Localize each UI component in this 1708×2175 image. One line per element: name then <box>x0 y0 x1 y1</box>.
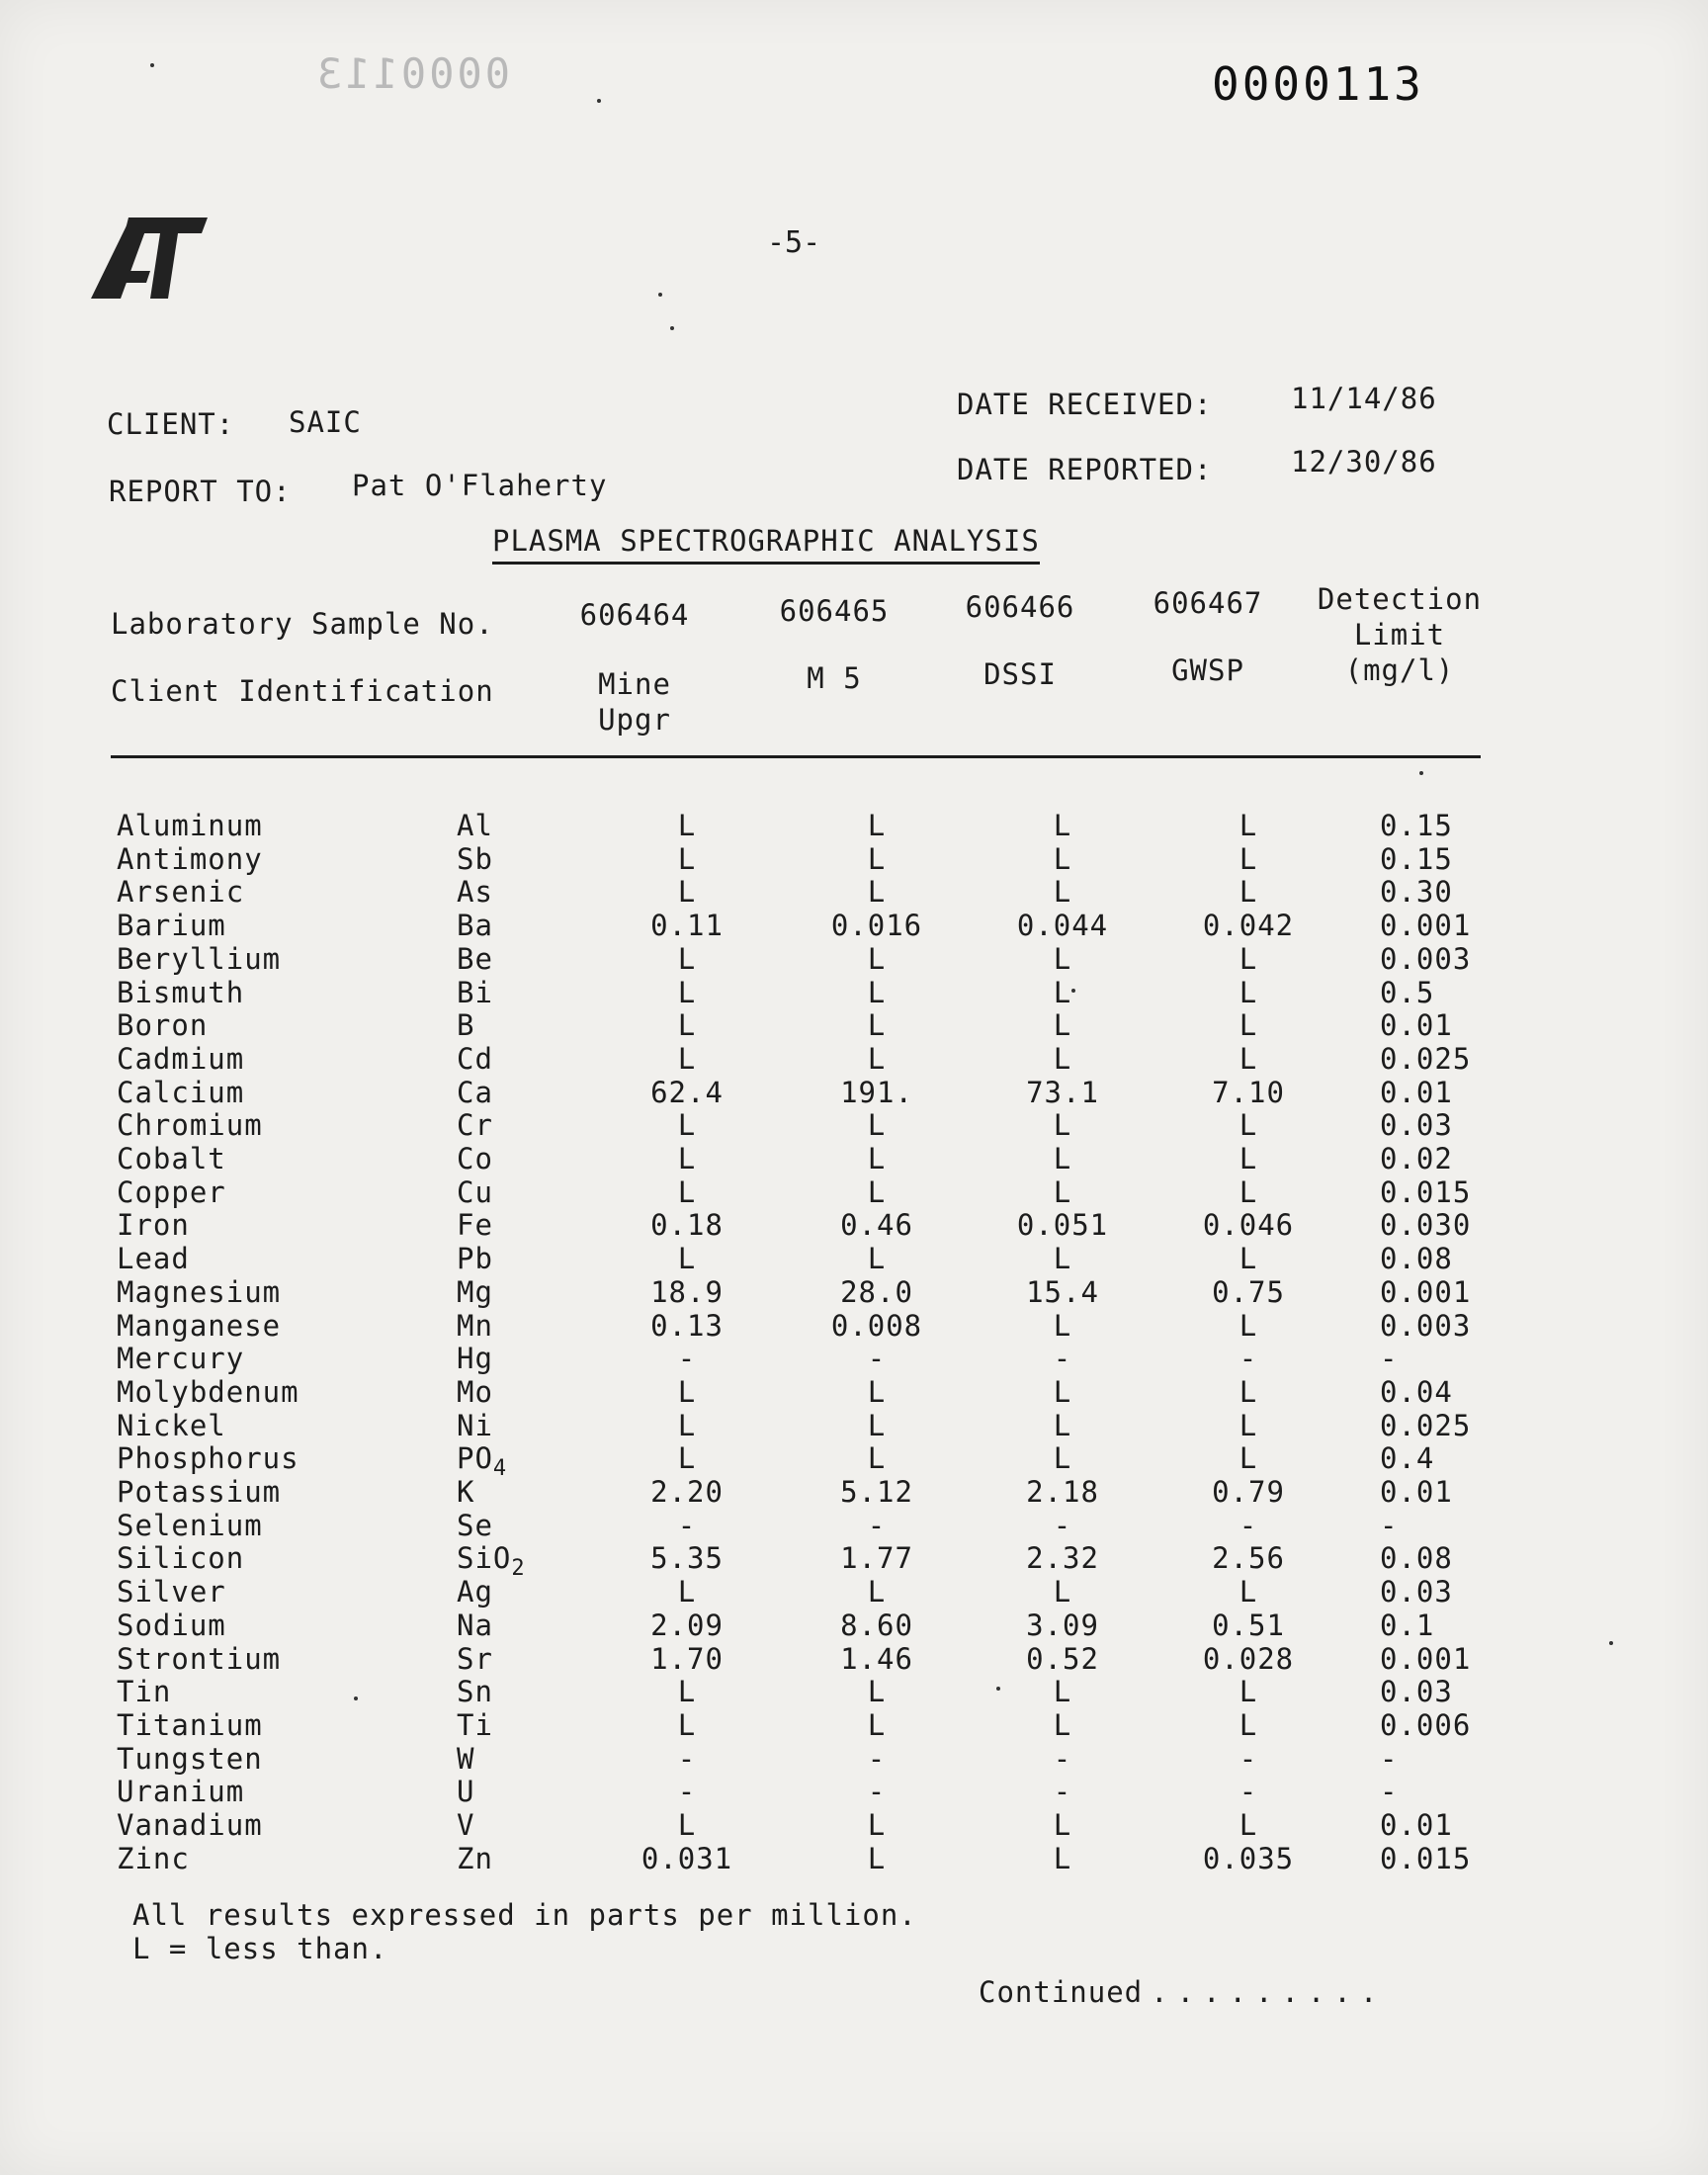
sample-value: L <box>1238 976 1258 1009</box>
sample-value: - <box>1238 1342 1258 1375</box>
element-name: Aluminum <box>117 809 263 842</box>
element-symbol: Sn <box>457 1675 493 1708</box>
element-symbol: W <box>457 1742 475 1776</box>
sample-value: - <box>1053 1509 1072 1542</box>
sample-value: 0.016 <box>830 909 923 942</box>
sample-value: L <box>867 1575 887 1609</box>
sample-value: 28.0 <box>840 1275 913 1309</box>
sample-value: L <box>1238 809 1258 842</box>
sample-lab-no: 606467 <box>1153 586 1263 620</box>
element-name: Sodium <box>117 1609 226 1642</box>
detection-limit-value: 0.01 <box>1380 1076 1453 1109</box>
detection-limit-value: 0.1 <box>1380 1609 1435 1642</box>
element-name: Manganese <box>117 1309 282 1343</box>
sample-value: 0.75 <box>1212 1275 1285 1309</box>
detection-limit-value: 0.15 <box>1380 842 1453 876</box>
sample-value: 18.9 <box>650 1275 724 1309</box>
client-value: SAIC <box>289 405 362 439</box>
sample-value: 0.13 <box>650 1309 724 1343</box>
detection-limit-value: 0.03 <box>1380 1575 1453 1609</box>
sample-value: L <box>677 1708 697 1742</box>
sample-value: L <box>867 1842 887 1875</box>
element-symbol: Ba <box>457 909 493 942</box>
element-symbol: SiO$_2$ <box>457 1541 526 1581</box>
sample-client-id: GWSP <box>1171 653 1244 687</box>
element-symbol: Na <box>457 1609 493 1642</box>
element-symbol: Fe <box>457 1208 493 1242</box>
sample-value: L <box>1238 942 1258 976</box>
sample-value: L <box>867 1441 887 1475</box>
detection-limit-value: 0.030 <box>1380 1208 1472 1242</box>
sample-value: 0.46 <box>840 1208 913 1242</box>
element-name: Phosphorus <box>117 1441 299 1475</box>
element-symbol: Zn <box>457 1842 493 1875</box>
sample-value: L <box>1053 1675 1072 1708</box>
sample-value: L <box>1053 1409 1072 1442</box>
date-reported-value: 12/30/86 <box>1291 445 1437 478</box>
element-name: Barium <box>117 909 226 942</box>
detection-limit-value: 0.001 <box>1380 1642 1472 1676</box>
element-name: Vanadium <box>117 1808 263 1842</box>
element-symbol: K <box>457 1475 475 1509</box>
sample-value: - <box>677 1742 697 1776</box>
sample-value: L <box>677 1242 697 1275</box>
element-symbol: V <box>457 1808 475 1842</box>
sample-value: 7.10 <box>1212 1076 1285 1109</box>
detection-limit-value: 0.025 <box>1380 1042 1472 1076</box>
page-number: -5- <box>767 225 821 260</box>
sample-value: 0.18 <box>650 1208 724 1242</box>
sample-value: L <box>677 1409 697 1442</box>
sample-value: L <box>1238 1108 1258 1142</box>
sample-value: 1.77 <box>840 1541 913 1575</box>
sample-value: L <box>1238 1175 1258 1209</box>
sample-value: L <box>1238 875 1258 909</box>
element-symbol: B <box>457 1008 475 1042</box>
element-name: Tin <box>117 1675 172 1708</box>
sample-value: L <box>1053 1842 1072 1875</box>
date-received-value: 11/14/86 <box>1291 382 1437 415</box>
sample-value: L <box>867 1142 887 1175</box>
sample-value: L <box>1238 1708 1258 1742</box>
at-logo <box>91 208 210 299</box>
sample-value: L <box>677 1575 697 1609</box>
sample-value: L <box>1053 1042 1072 1076</box>
detection-limit-value: 0.015 <box>1380 1842 1472 1875</box>
sample-value: L <box>1053 1242 1072 1275</box>
sample-value: 0.035 <box>1202 1842 1295 1875</box>
element-name: Calcium <box>117 1076 245 1109</box>
element-name: Tungsten <box>117 1742 263 1776</box>
element-name: Chromium <box>117 1108 263 1142</box>
sample-value: 2.32 <box>1026 1541 1099 1575</box>
sample-client-id: Mine Upgr <box>598 667 671 737</box>
element-symbol: Hg <box>457 1342 493 1375</box>
sample-value: L <box>677 942 697 976</box>
report-to-label: REPORT TO: <box>109 475 292 508</box>
sample-value: L <box>867 1042 887 1076</box>
sample-value: L <box>1053 1708 1072 1742</box>
sample-value: L <box>677 1175 697 1209</box>
sample-value: L <box>1238 1441 1258 1475</box>
document-number: 0000113 <box>1212 57 1424 111</box>
sample-value: L <box>867 1008 887 1042</box>
element-name: Strontium <box>117 1642 282 1676</box>
element-name: Arsenic <box>117 875 245 909</box>
report-to-value: Pat O'Flaherty <box>352 469 608 502</box>
element-symbol: Sr <box>457 1642 493 1676</box>
element-symbol: Be <box>457 942 493 976</box>
element-name: Nickel <box>117 1409 226 1442</box>
sample-value: L <box>867 1708 887 1742</box>
element-symbol: Pb <box>457 1242 493 1275</box>
sample-value: L <box>677 1808 697 1842</box>
detection-limit-value: - <box>1380 1509 1399 1542</box>
sample-value: L <box>677 809 697 842</box>
detection-limit-value: 0.01 <box>1380 1008 1453 1042</box>
element-name: Bismuth <box>117 976 245 1009</box>
sample-value: L <box>1238 1309 1258 1343</box>
element-name: Mercury <box>117 1342 245 1375</box>
detection-limit-value: 0.025 <box>1380 1409 1472 1442</box>
sample-lab-no: 606464 <box>579 598 690 632</box>
sample-value: 0.044 <box>1016 909 1109 942</box>
detection-limit-value: 0.08 <box>1380 1541 1453 1575</box>
element-symbol: Cd <box>457 1042 493 1076</box>
sample-value: 15.4 <box>1026 1275 1099 1309</box>
sample-value: 0.042 <box>1202 909 1295 942</box>
element-symbol: Sb <box>457 842 493 876</box>
detection-limit-value: 0.01 <box>1380 1475 1453 1509</box>
sample-value: 3.09 <box>1026 1609 1099 1642</box>
detection-limit-value: - <box>1380 1775 1399 1808</box>
sample-value: 0.52 <box>1026 1642 1099 1676</box>
sample-value: L <box>1238 1808 1258 1842</box>
sample-value: L <box>1238 842 1258 876</box>
sample-value: L <box>1053 1175 1072 1209</box>
detection-limit-value: 0.08 <box>1380 1242 1453 1275</box>
sample-value: - <box>1053 1342 1072 1375</box>
sample-value: L <box>677 1108 697 1142</box>
sample-value: L <box>1238 1242 1258 1275</box>
sample-value: L <box>677 1675 697 1708</box>
continued-dots: ......... <box>1151 1975 1387 2009</box>
element-name: Titanium <box>117 1708 263 1742</box>
sample-value: L <box>867 1375 887 1409</box>
sample-lab-no: 606466 <box>965 590 1075 624</box>
detection-limit-value: 0.003 <box>1380 942 1472 976</box>
sample-value: L <box>867 875 887 909</box>
element-name: Zinc <box>117 1842 190 1875</box>
sample-value: 0.046 <box>1202 1208 1295 1242</box>
element-symbol: Mo <box>457 1375 493 1409</box>
element-symbol: Cu <box>457 1175 493 1209</box>
element-symbol: Co <box>457 1142 493 1175</box>
client-label: CLIENT: <box>107 407 235 441</box>
sample-value: 2.56 <box>1212 1541 1285 1575</box>
element-name: Selenium <box>117 1509 263 1542</box>
element-name: Boron <box>117 1008 209 1042</box>
sample-value: 8.60 <box>840 1609 913 1642</box>
element-symbol: As <box>457 875 493 909</box>
sample-value: 0.031 <box>640 1842 733 1875</box>
detection-limit-value: 0.5 <box>1380 976 1435 1009</box>
detection-limit-value: 0.03 <box>1380 1675 1453 1708</box>
sample-value: 2.20 <box>650 1475 724 1509</box>
sample-value: L <box>1238 1008 1258 1042</box>
element-symbol: Ca <box>457 1076 493 1109</box>
sample-value: L <box>677 1042 697 1076</box>
sample-value: L <box>677 842 697 876</box>
sample-value: 0.11 <box>650 909 724 942</box>
client-id-label: Client Identification <box>111 674 494 708</box>
continued-label <box>979 1975 1386 2009</box>
sample-value: L <box>1053 1575 1072 1609</box>
sample-value: - <box>867 1342 887 1375</box>
sample-value: - <box>867 1742 887 1776</box>
sample-value: - <box>1238 1775 1258 1808</box>
element-symbol: Se <box>457 1509 493 1542</box>
sample-value: 1.46 <box>840 1642 913 1676</box>
element-name: Beryllium <box>117 942 282 976</box>
lab-sample-label: Laboratory Sample No. <box>111 607 494 641</box>
element-symbol: Bi <box>457 976 493 1009</box>
sample-value: L <box>1238 1042 1258 1076</box>
sample-value: L <box>867 1808 887 1842</box>
date-reported-label: DATE REPORTED: <box>957 453 1213 486</box>
header-rule <box>111 755 1481 758</box>
sample-value: L <box>867 942 887 976</box>
detection-limit-value: 0.4 <box>1380 1441 1435 1475</box>
sample-value: L <box>1053 875 1072 909</box>
element-symbol: U <box>457 1775 475 1808</box>
element-symbol: Mn <box>457 1309 493 1343</box>
sample-value: 0.008 <box>830 1309 923 1343</box>
sample-value: L <box>677 1441 697 1475</box>
sample-value: L <box>1238 1675 1258 1708</box>
detection-limit-value: 0.15 <box>1380 809 1453 842</box>
detection-limit-value: - <box>1380 1742 1399 1776</box>
sample-value: L <box>1053 942 1072 976</box>
element-name: Cobalt <box>117 1142 226 1175</box>
element-name: Lead <box>117 1242 190 1275</box>
sample-value: L <box>1053 1808 1072 1842</box>
element-symbol: Ag <box>457 1575 493 1609</box>
continued-text: Continued <box>979 1975 1144 2009</box>
sample-value: L <box>1053 1441 1072 1475</box>
sample-value: - <box>677 1342 697 1375</box>
detection-limit-value: 0.03 <box>1380 1108 1453 1142</box>
sample-value: L <box>1053 1309 1072 1343</box>
element-name: Molybdenum <box>117 1375 299 1409</box>
sample-value: - <box>1238 1509 1258 1542</box>
sample-value: L <box>1053 1142 1072 1175</box>
sample-value: L <box>1053 976 1072 1009</box>
element-name: Iron <box>117 1208 190 1242</box>
sample-value: - <box>677 1775 697 1808</box>
element-name: Magnesium <box>117 1275 282 1309</box>
sample-value: L <box>677 875 697 909</box>
detection-limit-value: 0.001 <box>1380 909 1472 942</box>
note-units: All results expressed in parts per million. <box>132 1898 917 1932</box>
sample-client-id: DSSI <box>983 657 1057 691</box>
sample-value: L <box>1053 1108 1072 1142</box>
sample-value: - <box>677 1509 697 1542</box>
sample-value: L <box>1238 1375 1258 1409</box>
sample-value: L <box>867 1675 887 1708</box>
sample-value: - <box>1053 1742 1072 1776</box>
element-symbol: Cr <box>457 1108 493 1142</box>
element-symbol: Mg <box>457 1275 493 1309</box>
sample-value: L <box>1238 1142 1258 1175</box>
sample-value: 5.35 <box>650 1541 724 1575</box>
sample-value: - <box>867 1509 887 1542</box>
sample-value: - <box>1238 1742 1258 1776</box>
element-name: Silver <box>117 1575 226 1609</box>
sample-value: - <box>1053 1775 1072 1808</box>
sample-value: L <box>1238 1575 1258 1609</box>
sample-value: L <box>1053 842 1072 876</box>
sample-value: L <box>867 809 887 842</box>
sample-value: L <box>1053 1008 1072 1042</box>
element-symbol: Ni <box>457 1409 493 1442</box>
detection-limit-value: 0.01 <box>1380 1808 1453 1842</box>
detection-limit-value: 0.003 <box>1380 1309 1472 1343</box>
sample-value: L <box>677 976 697 1009</box>
sample-value: L <box>867 1409 887 1442</box>
sample-value: L <box>1053 809 1072 842</box>
element-symbol: Al <box>457 809 493 842</box>
sample-value: - <box>867 1775 887 1808</box>
sample-lab-no: 606465 <box>779 594 890 628</box>
sample-value: L <box>677 1142 697 1175</box>
sample-value: L <box>867 1242 887 1275</box>
sample-value: 5.12 <box>840 1475 913 1509</box>
detection-limit-value: - <box>1380 1342 1399 1375</box>
sample-value: L <box>867 1108 887 1142</box>
detection-limit-value: 0.015 <box>1380 1175 1472 1209</box>
element-name: Potassium <box>117 1475 282 1509</box>
date-received-label: DATE RECEIVED: <box>957 388 1213 421</box>
faded-stamp-number: 0000113 <box>314 49 511 98</box>
sample-value: 0.79 <box>1212 1475 1285 1509</box>
sample-value: L <box>1053 1375 1072 1409</box>
element-symbol: $PO_4$ <box>457 1441 508 1481</box>
detection-limit-header: Detection Limit (mg/l) <box>1317 582 1483 687</box>
sample-value: L <box>677 1375 697 1409</box>
detection-limit-value: 0.02 <box>1380 1142 1453 1175</box>
element-name: Copper <box>117 1175 226 1209</box>
sample-value: 0.051 <box>1016 1208 1109 1242</box>
detection-limit-value: 0.30 <box>1380 875 1453 909</box>
sample-value: 62.4 <box>650 1076 724 1109</box>
sample-value: L <box>1238 1409 1258 1442</box>
sample-client-id: M 5 <box>807 661 862 695</box>
note-less-than: L = less than. <box>132 1932 388 1965</box>
element-symbol: Ti <box>457 1708 493 1742</box>
sample-value: 2.09 <box>650 1609 724 1642</box>
sample-value: 191. <box>840 1076 913 1109</box>
sample-value: L <box>867 842 887 876</box>
sample-value: 0.028 <box>1202 1642 1295 1676</box>
detection-limit-value: 0.006 <box>1380 1708 1472 1742</box>
element-name: Silicon <box>117 1541 245 1575</box>
sample-value: 0.51 <box>1212 1609 1285 1642</box>
sample-value: L <box>677 1008 697 1042</box>
sample-value: 1.70 <box>650 1642 724 1676</box>
sample-value: L <box>867 1175 887 1209</box>
sample-value: L <box>867 976 887 1009</box>
element-name: Uranium <box>117 1775 245 1808</box>
sample-value: 73.1 <box>1026 1076 1099 1109</box>
detection-limit-value: 0.04 <box>1380 1375 1453 1409</box>
report-title: PLASMA SPECTROGRAPHIC ANALYSIS <box>492 524 1040 565</box>
detection-limit-value: 0.001 <box>1380 1275 1472 1309</box>
element-name: Cadmium <box>117 1042 245 1076</box>
sample-value: 2.18 <box>1026 1475 1099 1509</box>
element-name: Antimony <box>117 842 263 876</box>
